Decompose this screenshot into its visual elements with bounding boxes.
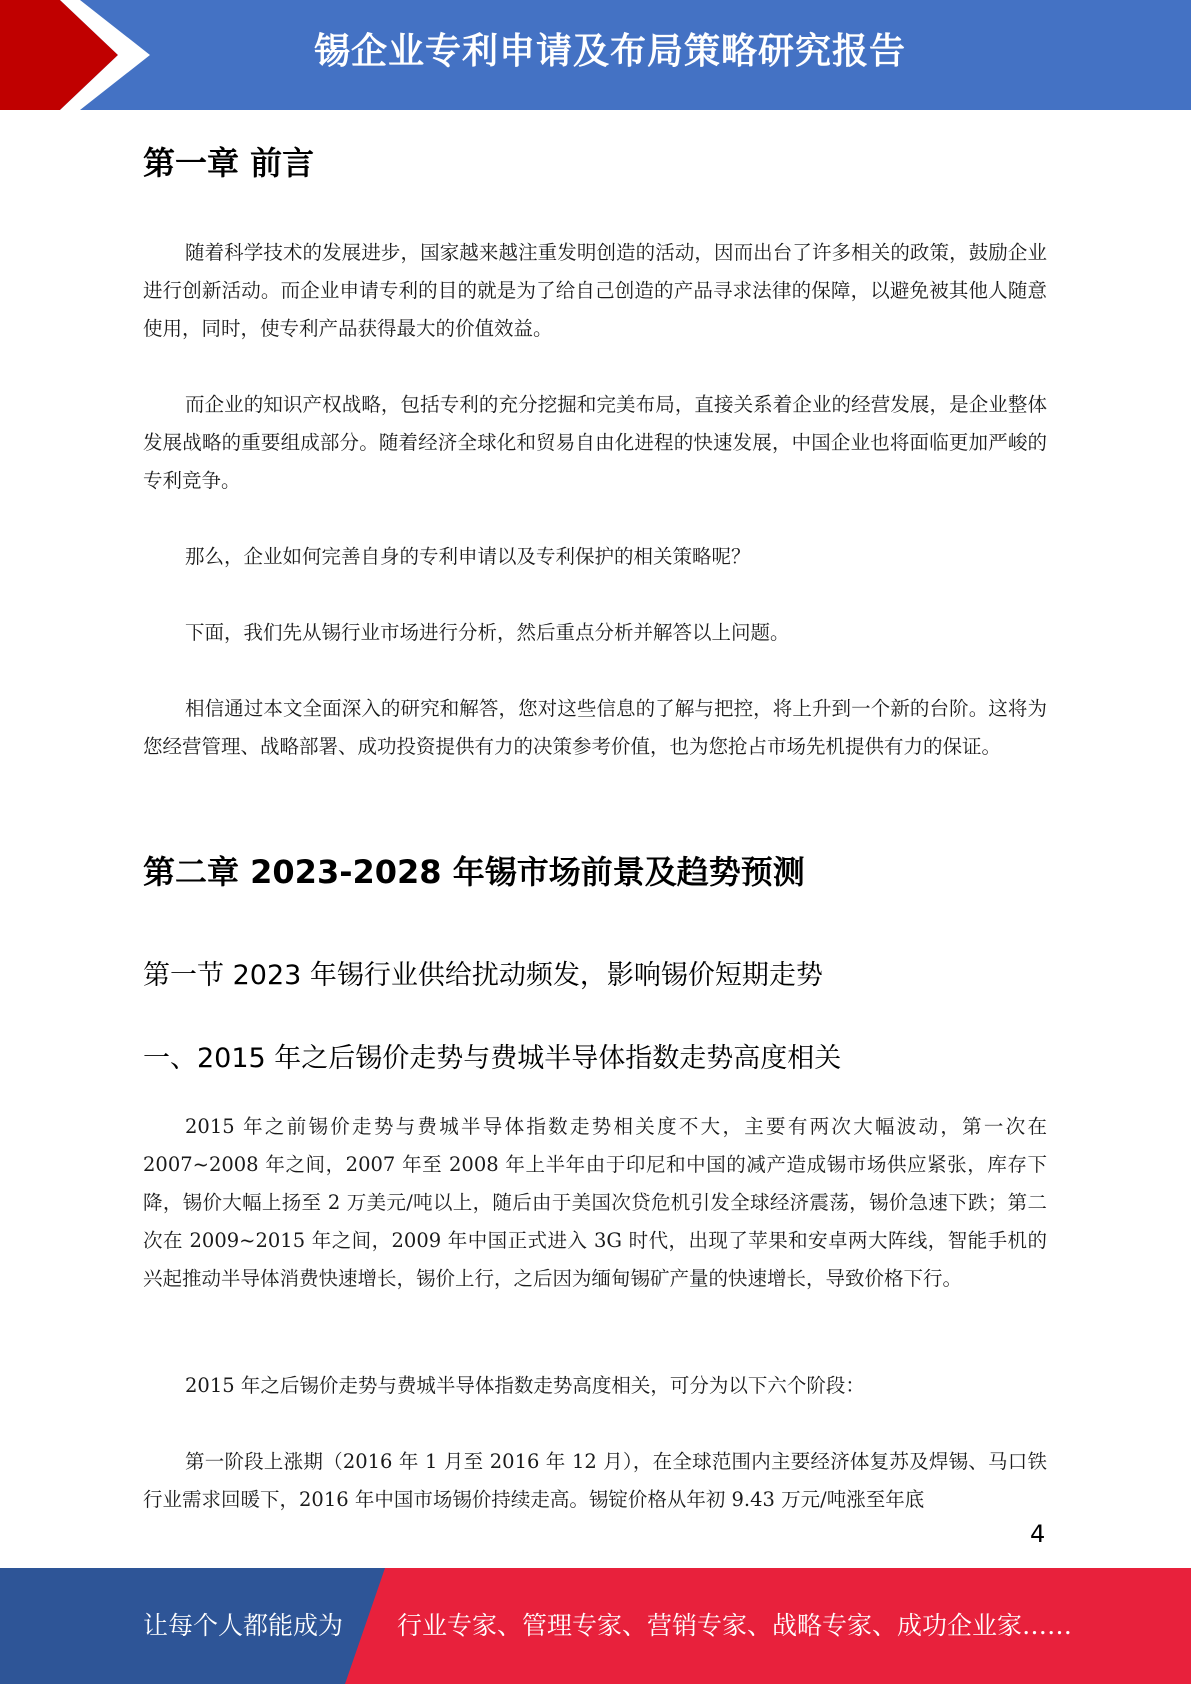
page-number: 4 bbox=[1030, 1520, 1046, 1548]
page-footer bbox=[0, 1568, 1191, 1684]
subsection1-heading: 一、2015 年之后锡价走势与费城半导体指数走势高度相关 bbox=[143, 1043, 842, 1074]
section1-heading: 第一节 2023 年锡行业供给扰动频发，影响锡价短期走势 bbox=[143, 960, 823, 991]
chapter1-paragraph-3: 那么，企业如何完善自身的专利申请以及专利保护的相关策略呢？ bbox=[185, 545, 751, 568]
chapter1-paragraph-4: 下面，我们先从锡行业市场进行分析，然后重点分析并解答以上问题。 bbox=[185, 621, 790, 644]
page-header bbox=[0, 0, 1191, 110]
chapter2-paragraph-2: 2015 年之后锡价走势与费城半导体指数走势高度相关，可分为以下六个阶段： bbox=[185, 1374, 865, 1397]
chapter2-heading: 第二章 2023-2028 年锡市场前景及趋势预测 bbox=[143, 853, 805, 891]
footer-slogan-left: 让每个人都能成为 bbox=[143, 1611, 344, 1640]
chapter1-paragraph-5: 相信通过本文全面深入的研究和解答，您对这些信息的了解与把控，将上升到一个新的台阶。这将为您经营管理、战略部署、成功投资提供有力的决策参考价值，也为您抢占市场先机提供有力的保证。 bbox=[143, 697, 1047, 758]
report-title: 锡企业专利申请及布局策略研究报告 bbox=[313, 31, 906, 72]
footer-slogan-right: 行业专家、管理专家、营销专家、战略专家、成功企业家…… bbox=[397, 1611, 1073, 1640]
chapter1-paragraph-2: 而企业的知识产权战略，包括专利的充分挖掘和完美布局，直接关系着企业的经营发展，是企业整体发展战略的重要组成部分。随着经济全球化和贸易自由化进程的快速发展，中国企业也将面临更加严峻的专利竞争。 bbox=[143, 393, 1047, 492]
chapter1-heading: 第一章 前言 bbox=[143, 144, 315, 182]
chapter2-paragraph-1: 2015 年之前锡价走势与费城半导体指数走势相关度不大，主要有两次大幅波动，第一次在2007~2008 年之间，2007 年至 2008 年上半年由于印尼和中国的减产造成锡市场供应紧张，库存下降，锡价大幅上扬至 2 万美元/吨以上，随后由于美国次贷危机引发全球经济震荡，锡价急速下跌；第二次在 2009~2015 年之间，2009 年中国正式进入 3G 时代，出现了苹果和安卓两大阵线，智能手机的兴起推动半导体消费快速增长，锡价上行，之后因为缅甸锡矿产量的快速增长，导致价格下行。 bbox=[143, 1115, 1047, 1290]
chapter2-paragraph-3: 第一阶段上涨期（2016 年 1 月至 2016 年 12 月），在全球范围内主要经济体复苏及焊锡、马口铁行业需求回暖下，2016 年中国市场锡价持续走高。锡锭价格从年初 9.43 万元/吨涨至年底 bbox=[143, 1450, 1047, 1511]
chapter1-paragraph-1: 随着科学技术的发展进步，国家越来越注重发明创造的活动，因而出台了许多相关的政策，鼓励企业进行创新活动。而企业申请专利的目的就是为了给自己创造的产品寻求法律的保障，以避免被其他人随意使用，同时，使专利产品获得最大的价值效益。 bbox=[143, 241, 1047, 340]
